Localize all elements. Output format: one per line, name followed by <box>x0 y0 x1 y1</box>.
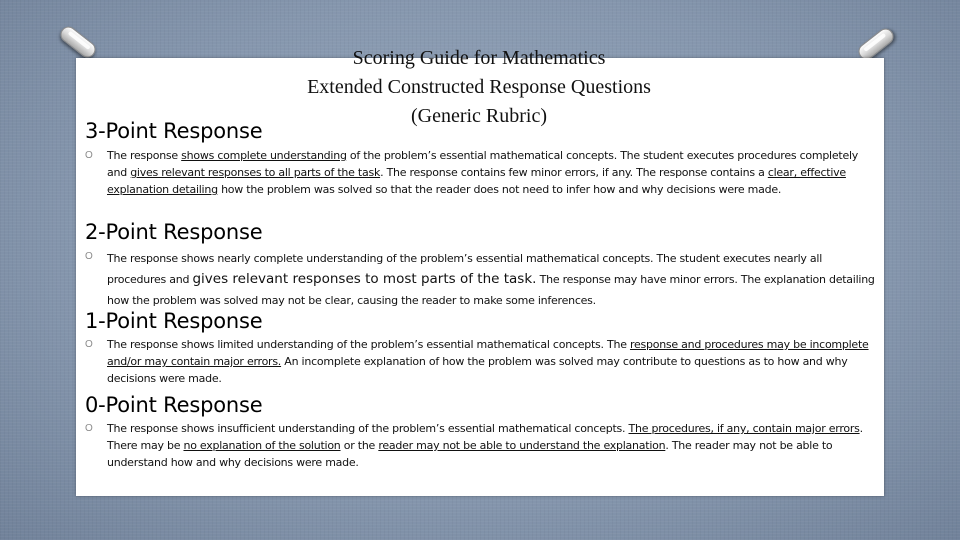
bullet-marker: O <box>85 339 93 350</box>
paragraph-3-point: The response shows complete understanding of the problem’s essential mathematical concepts. The student executes procedures completely and gives relevant responses to all parts of the task. The response contains few minor errors, if any. The response contains a clear, effective explanation detailing how the problem was solved so that the reader does not need to infer how and why decisions were made. <box>107 149 859 196</box>
bullet-marker: O <box>85 150 93 161</box>
bullet-marker: O <box>85 251 93 262</box>
left-pushpin-decoration <box>57 23 98 60</box>
title-line-2: Extended Constructed Response Questions <box>307 76 651 98</box>
heading-0-point: 0-Point Response <box>85 393 263 417</box>
paragraph-1-point: The response shows limited understanding of the problem’s essential mathematical concepts. The response and procedures may be incomplete and/or may contain major errors. An incomplete explanation of how the problem was solved may contribute to questions as to how and why decisions were made. <box>107 338 869 385</box>
bullet-marker: O <box>85 423 93 434</box>
paragraph-0-point: The response shows insufficient understanding of the problem’s essential mathematical concepts. The procedures, if any, contain major errors. There may be no explanation of the solution or the reader may not be able to understand the explanation. The reader may not be able to understand how and why decisions were made. <box>107 422 863 469</box>
paragraph-2-point: The response shows nearly complete understanding of the problem’s essential mathematical concepts. The student executes nearly all procedures and gives relevant responses to most parts of the task. The response may have minor errors. The explanation detailing how the problem was solved may not be clear, causing the reader to make some inferences. <box>107 252 875 307</box>
title-line-3: (Generic Rubric) <box>410 105 548 127</box>
heading-2-point: 2-Point Response <box>85 220 263 244</box>
title-line-1: Scoring Guide for Mathematics <box>352 47 606 69</box>
heading-1-point: 1-Point Response <box>85 309 263 333</box>
heading-3-point: 3-Point Response <box>85 119 263 143</box>
slide-title <box>240 44 718 131</box>
